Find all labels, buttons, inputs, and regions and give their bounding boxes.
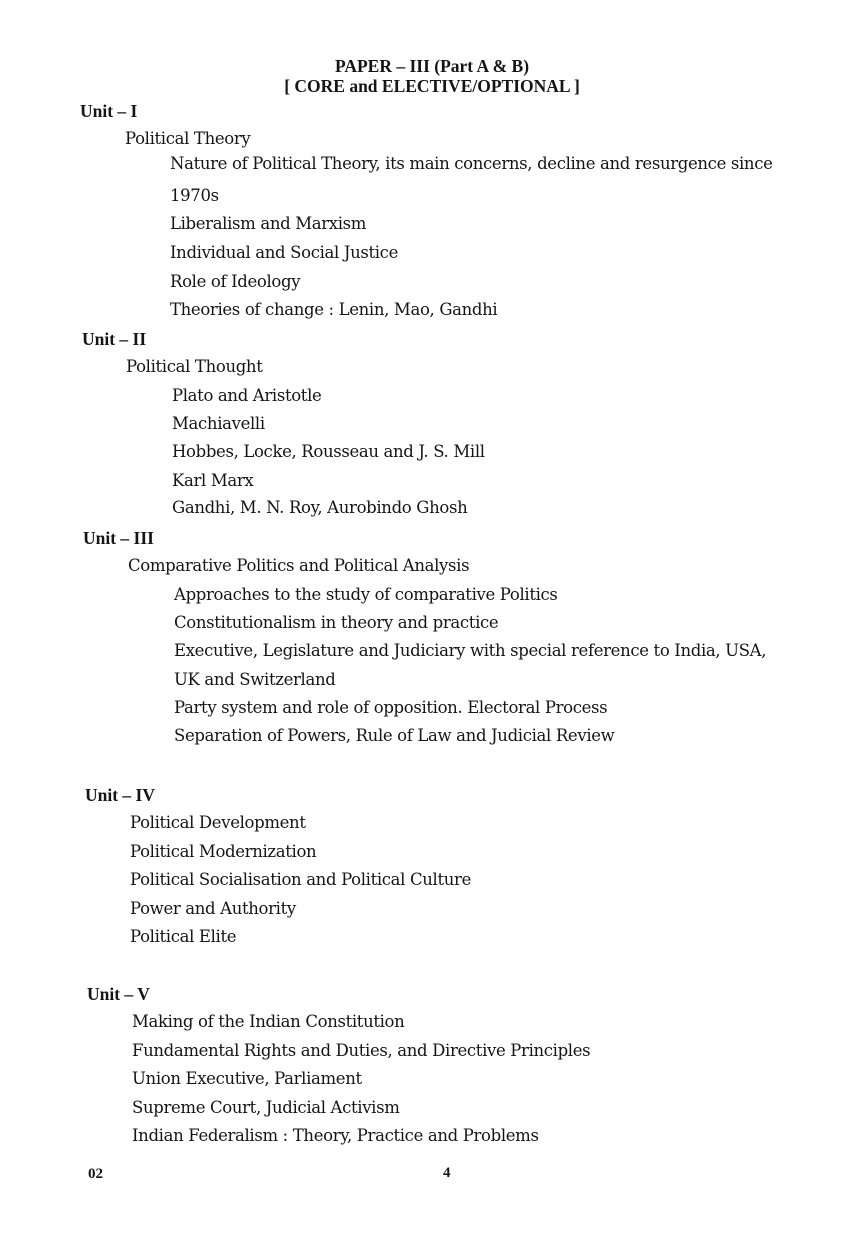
unit-3-subject: Comparative Politics and Political Analysis xyxy=(128,556,470,575)
unit-3-topic: Approaches to the study of comparative Politics xyxy=(174,585,558,604)
unit-4-topic: Political Development xyxy=(130,813,306,832)
unit-1-topic: Theories of change : Lenin, Mao, Gandhi xyxy=(170,300,498,319)
unit-1-topic: Liberalism and Marxism xyxy=(170,214,367,233)
paper-subtitle: [ CORE and ELECTIVE/OPTIONAL ] xyxy=(284,76,580,96)
unit-5-topic: Making of the Indian Constitution xyxy=(132,1012,405,1031)
unit-1-subject: Political Theory xyxy=(125,129,251,148)
unit-4-topic: Political Elite xyxy=(130,927,237,946)
page-number: 4 xyxy=(443,1165,451,1181)
unit-5-label: Unit – V xyxy=(87,984,150,1004)
unit-1-label: Unit – I xyxy=(80,101,138,121)
unit-3-label: Unit – III xyxy=(83,528,154,548)
unit-5-topic: Union Executive, Parliament xyxy=(132,1069,362,1088)
unit-2-topic: Karl Marx xyxy=(172,471,254,490)
unit-4-topic: Power and Authority xyxy=(130,899,296,918)
unit-3-topic: Executive, Legislature and Judiciary with special reference to India, USA, xyxy=(174,641,767,660)
unit-1-topic: Nature of Political Theory, its main concerns, decline and resurgence since xyxy=(170,154,773,173)
unit-1-topic: Individual and Social Justice xyxy=(170,243,398,262)
paper-title: PAPER – III (Part A & B) xyxy=(334,56,530,76)
footer-code: 02 xyxy=(88,1166,103,1182)
unit-2-subject: Political Thought xyxy=(126,357,263,376)
unit-2-topic: Gandhi, M. N. Roy, Aurobindo Ghosh xyxy=(172,498,468,517)
unit-3-topic: Constitutionalism in theory and practice xyxy=(174,613,499,632)
unit-3-topic: UK and Switzerland xyxy=(174,670,336,689)
unit-4-label: Unit – IV xyxy=(85,785,156,805)
unit-4-topic: Political Socialisation and Political Culture xyxy=(130,870,471,889)
unit-2-topic: Machiavelli xyxy=(172,414,265,433)
unit-5-topic: Indian Federalism : Theory, Practice and Problems xyxy=(132,1126,539,1145)
unit-3-topic: Party system and role of opposition. Electoral Process xyxy=(174,698,608,717)
unit-3-topic: Separation of Powers, Rule of Law and Judicial Review xyxy=(174,726,615,745)
unit-1-topic: 1970s xyxy=(170,186,219,205)
unit-5-topic: Supreme Court, Judicial Activism xyxy=(132,1098,400,1117)
unit-1-topic: Role of Ideology xyxy=(170,272,301,291)
unit-5-topic: Fundamental Rights and Duties, and Directive Principles xyxy=(132,1041,591,1060)
unit-2-topic: Hobbes, Locke, Rousseau and J. S. Mill xyxy=(172,442,485,461)
unit-4-topic: Political Modernization xyxy=(130,842,317,861)
unit-2-label: Unit – II xyxy=(82,329,147,349)
unit-2-topic: Plato and Aristotle xyxy=(172,386,322,405)
